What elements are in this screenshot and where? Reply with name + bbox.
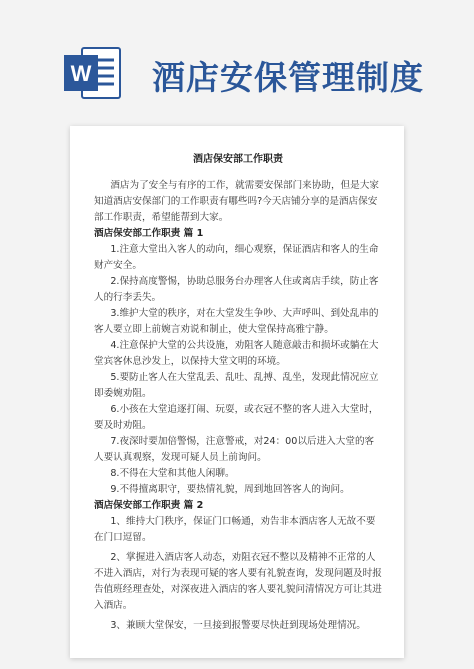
duty-item: 6.小孩在大堂追逐打闹、玩耍，或衣冠不整的客人进入大堂时，要及时劝阻。 — [94, 404, 379, 431]
section-heading-1: 酒店保安部工作职责 篇 1 — [94, 228, 204, 239]
section-heading-2: 酒店保安部工作职责 篇 2 — [94, 500, 204, 511]
duty-item: 2.保持高度警惕，协助总服务台办理客人住或离店手续，防止客人的行李丢失。 — [94, 276, 379, 303]
document-page — [70, 126, 404, 658]
word-document-icon — [62, 42, 124, 104]
duty-item: 3、兼顾大堂保安，一旦接到报警要尽快赶到现场处理情况。 — [110, 620, 366, 631]
duty-item: 3.维护大堂的秩序，对在大堂发生争吵、大声呼叫、到处乱串的客人要立即上前婉言劝说和制止，使大堂保持高雅宁静。 — [94, 308, 379, 335]
duty-item: 1、维持大门秩序，保证门口畅通，劝告非本酒店客人无故不要在门口逗留。 — [94, 516, 376, 543]
duty-item: 5.要防止客人在大堂乱丢、乱吐、乱搏、乱坐，发现此情况应立即委婉劝阻。 — [94, 372, 379, 399]
duty-item: 8.不得在大堂和其他人闲聊。 — [110, 468, 235, 479]
document-body — [94, 152, 382, 634]
intro-paragraph: 酒店为了安全与有序的工作，就需要安保部门来协助，但是大家知道酒店安保部门的工作职责有哪些吗?今天店铺分享的是酒店保安部工作职责，希望能帮到大家。 — [94, 180, 379, 223]
duty-item: 2、掌握进入酒店客人动态，劝阻衣冠不整以及精神不正常的人不进入酒店，对行为表现可疑的客人要有礼貌查询，发现问题及时报告值班经理查处，对深夜进入酒店的客人要礼貌问清情况方可让其进入酒店。 — [94, 552, 382, 611]
duty-item: 7.夜深时要加倍警惕，注意警戒，对24：00以后进入大堂的客人要认真观察，发现可疑人员上前询问。 — [94, 436, 375, 463]
logo-letter: W — [70, 61, 92, 86]
duty-item: 9.不得擅离职守，要热情礼貌，周到地回答客人的询问。 — [110, 484, 350, 495]
banner — [0, 0, 474, 118]
duty-item: 1.注意大堂出入客人的动向，细心观察，保证酒店和客人的生命财产安全。 — [94, 244, 379, 271]
document-title: 酒店保安部工作职责 — [193, 154, 283, 165]
banner-title: 酒店安保管理制度 — [152, 58, 424, 97]
duty-item: 4.注意保护大堂的公共设施，劝阻客人随意敲击和损坏或躺在大堂宾客休息沙发上，以保持大堂文明的环境。 — [94, 340, 379, 367]
